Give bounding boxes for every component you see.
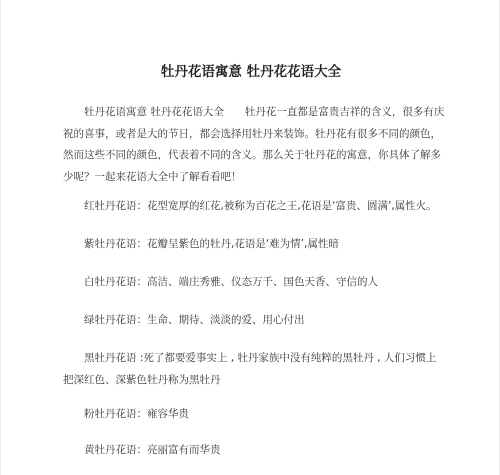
black-peony-paragraph: 黑牡丹花语 :死了都要爱事实上 , 牡丹家族中没有纯粹的黑牡丹 , 人们习惯上把深红色、深紫色牡丹称为黑牡丹	[63, 352, 437, 386]
red-peony-paragraph: 红牡丹花语：花型宽厚的红花,被称为百花之王,花语是‘富贵、圆满’,属性火。	[84, 200, 437, 212]
article-title: 牡丹花语寓意 牡丹花花语大全	[160, 64, 342, 80]
purple-peony-paragraph: 紫牡丹花语：花瓣呈紫色的牡丹,花语是‘难为情’,属性暗	[84, 238, 339, 250]
pink-peony-paragraph: 粉牡丹花语：雍容华贵	[84, 408, 189, 420]
green-peony-paragraph: 绿牡丹花语：生命、期待、淡淡的爱、用心付出	[84, 314, 305, 326]
yellow-peony-paragraph: 黄牡丹花语：亮丽富有而华贵	[84, 444, 221, 456]
intro-paragraph: 牡丹花语寓意 牡丹花花语大全 牡丹花一直都是富贵吉祥的含义，很多有庆祝的喜事，或者是大的节日，都会选择用牡丹来装饰。牡丹花有很多不同的颜色，然而这些不同的颜色，代表着不同的含义。那么关于牡丹花的寓意，你具体了解多少呢？一起来花语大全中了解看看吧！	[63, 106, 445, 183]
white-peony-paragraph: 白牡丹花语：高洁、端庄秀雅、仪态万千、国色天香、守信的人	[84, 276, 378, 288]
